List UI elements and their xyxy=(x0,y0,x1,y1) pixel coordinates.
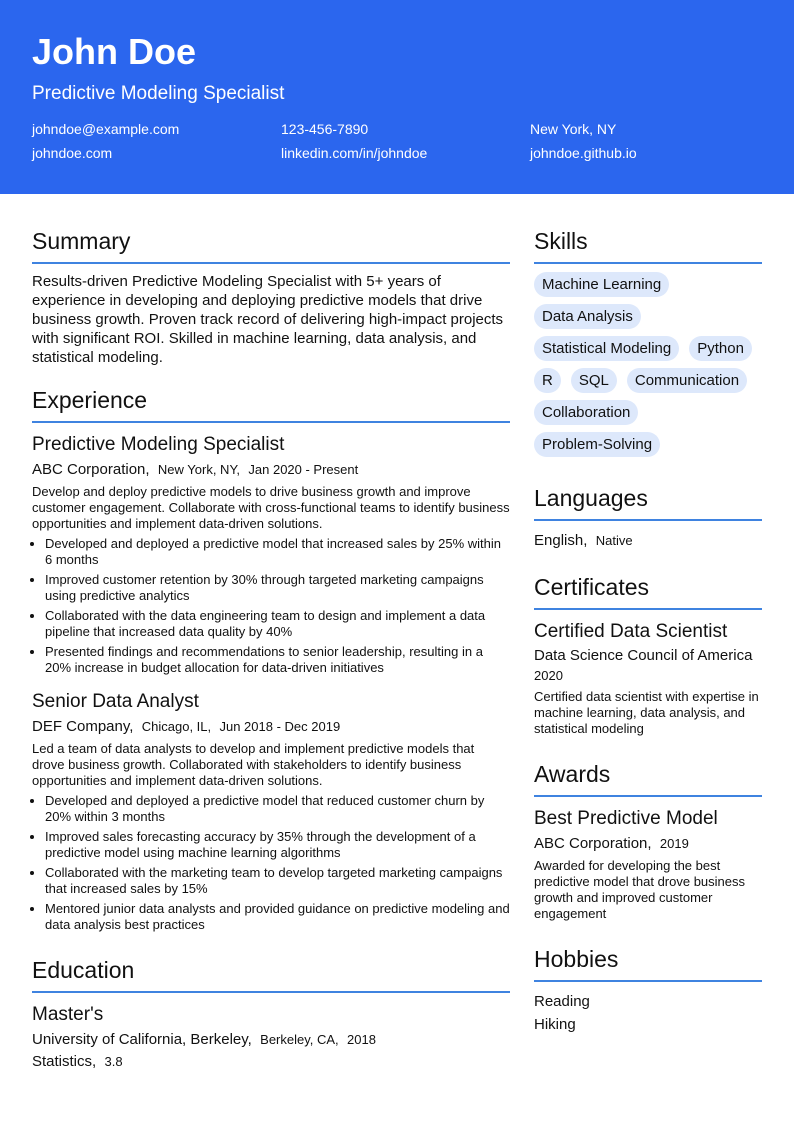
certificate-issuer: Data Science Council of America xyxy=(534,647,753,664)
candidate-title: Predictive Modeling Specialist xyxy=(32,83,285,104)
hobby-item: Hiking xyxy=(534,1016,576,1033)
language-name: English, xyxy=(534,532,588,549)
job-dates: Jun 2018 - Dec 2019 xyxy=(219,719,341,734)
job-description: Develop and deploy predictive models to drive business growth and improve customer engagement. Collaborate with cross-functional teams to identify business opportunities and implement data-driven solutions. xyxy=(32,484,510,531)
job-description: Led a team of data analysts to develop and implement predictive models that drove business growth. Collaborated with stakeholders to identify business opportunities and implement data-driven solutions. xyxy=(32,741,475,788)
languages-heading: Languages xyxy=(534,483,762,521)
job-title: Senior Data Analyst xyxy=(32,691,199,712)
certificate-date: 2020 xyxy=(534,668,563,683)
job-achievements xyxy=(32,793,510,933)
list-item: • Presented findings and recommendations to senior leadership, resulting in a 20% increase in budget allocation for data-driven initiatives xyxy=(45,644,510,676)
job-location: Chicago, IL, xyxy=(141,719,212,734)
field-meta xyxy=(32,1052,510,1071)
right-column xyxy=(534,194,762,1071)
skill-chip: Statistical Modeling xyxy=(534,336,679,361)
summary-section xyxy=(32,226,510,367)
skills-heading: Skills xyxy=(534,226,762,264)
award-title: Best Predictive Model xyxy=(534,808,718,829)
experience-section xyxy=(32,385,510,933)
award-description: Awarded for developing the best predictive model that drove business growth and improved customer engagement xyxy=(534,858,746,921)
education-section xyxy=(32,955,510,1071)
field-of-study: Statistics, xyxy=(32,1053,97,1070)
school-location: Berkeley, CA, xyxy=(260,1032,339,1047)
job-company: ABC Corporation, xyxy=(32,461,150,478)
degree-title: Master's xyxy=(32,1004,104,1025)
hobby-item: Reading xyxy=(534,993,590,1010)
skill-chip: Problem-Solving xyxy=(534,432,660,457)
list-item: • Improved sales forecasting accuracy by 35% through the development of a predictive model using machine learning algorithms xyxy=(45,829,510,861)
job-achievements xyxy=(32,536,510,676)
skills-list xyxy=(534,272,762,457)
skills-section xyxy=(534,226,762,457)
education-heading: Education xyxy=(32,955,510,993)
resume-body xyxy=(0,194,794,1071)
graduation-year: 2018 xyxy=(347,1032,376,1047)
school-name: University of California, Berkeley, xyxy=(32,1031,252,1048)
skill-chip: SQL xyxy=(571,368,617,393)
left-column xyxy=(32,194,510,1071)
list-item: • Collaborated with the marketing team to develop targeted marketing campaigns that increased sales by 15% xyxy=(45,865,510,897)
awards-section xyxy=(534,759,762,922)
skill-chip: Collaboration xyxy=(534,400,638,425)
award-issuer: ABC Corporation, xyxy=(534,835,652,852)
certificate-title: Certified Data Scientist xyxy=(534,621,728,642)
certificates-heading: Certificates xyxy=(534,572,762,610)
resume-header xyxy=(0,0,794,194)
list-item: • Developed and deployed a predictive model that increased sales by 25% within 6 months xyxy=(45,536,510,568)
award-year: 2019 xyxy=(659,836,689,851)
skill-chip: Machine Learning xyxy=(534,272,669,297)
job-meta xyxy=(32,717,510,736)
github-link[interactable]: johndoe.github.io xyxy=(530,145,637,161)
job-meta xyxy=(32,460,510,479)
job-entry xyxy=(32,433,510,676)
location-text: New York, NY xyxy=(530,121,617,137)
candidate-name: John Doe xyxy=(32,31,197,72)
hobbies-section xyxy=(534,944,762,1034)
certificate-description: Certified data scientist with expertise in machine learning, data analysis, and statistical modeling xyxy=(534,689,759,736)
skill-chip: Communication xyxy=(627,368,747,393)
job-title: Predictive Modeling Specialist xyxy=(32,434,285,455)
contact-info xyxy=(32,120,762,162)
job-company: DEF Company, xyxy=(32,718,134,735)
skill-chip: Python xyxy=(689,336,752,361)
linkedin-link[interactable]: linkedin.com/in/johndoe xyxy=(281,145,428,161)
hobbies-heading: Hobbies xyxy=(534,944,762,982)
experience-heading: Experience xyxy=(32,385,510,423)
phone-number[interactable]: 123-456-7890 xyxy=(281,121,369,137)
school-meta xyxy=(32,1030,510,1049)
skill-chip: R xyxy=(534,368,561,393)
languages-section xyxy=(534,483,762,550)
summary-heading: Summary xyxy=(32,226,510,264)
list-item: • Developed and deployed a predictive model that reduced customer churn by 20% within 3 months xyxy=(45,793,510,825)
job-dates: Jan 2020 - Present xyxy=(248,462,359,477)
email-link[interactable]: johndoe@example.com xyxy=(32,121,180,137)
job-location: New York, NY, xyxy=(157,462,241,477)
list-item: • Improved customer retention by 30% through targeted marketing campaigns using predictive analytics xyxy=(45,572,510,604)
skill-chip: Data Analysis xyxy=(534,304,641,329)
list-item: • Collaborated with the data engineering team to design and implement a data pipeline that increased data quality by 40% xyxy=(45,608,510,640)
summary-text: Results-driven Predictive Modeling Specialist with 5+ years of experience in developing and deploying predictive models that drive business growth. Proven track record of delivering high-impact projects with significant ROI. Skilled in machine learning, data analysis, and statistical modeling. xyxy=(32,273,504,366)
language-item xyxy=(534,531,762,550)
language-level: Native xyxy=(595,533,633,548)
website-link[interactable]: johndoe.com xyxy=(32,145,113,161)
job-entry xyxy=(32,690,510,933)
gpa-value: 3.8 xyxy=(104,1054,123,1069)
certificates-section xyxy=(534,572,762,737)
list-item: • Mentored junior data analysts and provided guidance on predictive modeling and data analysis best practices xyxy=(45,901,510,933)
awards-heading: Awards xyxy=(534,759,762,797)
award-meta xyxy=(534,834,762,853)
